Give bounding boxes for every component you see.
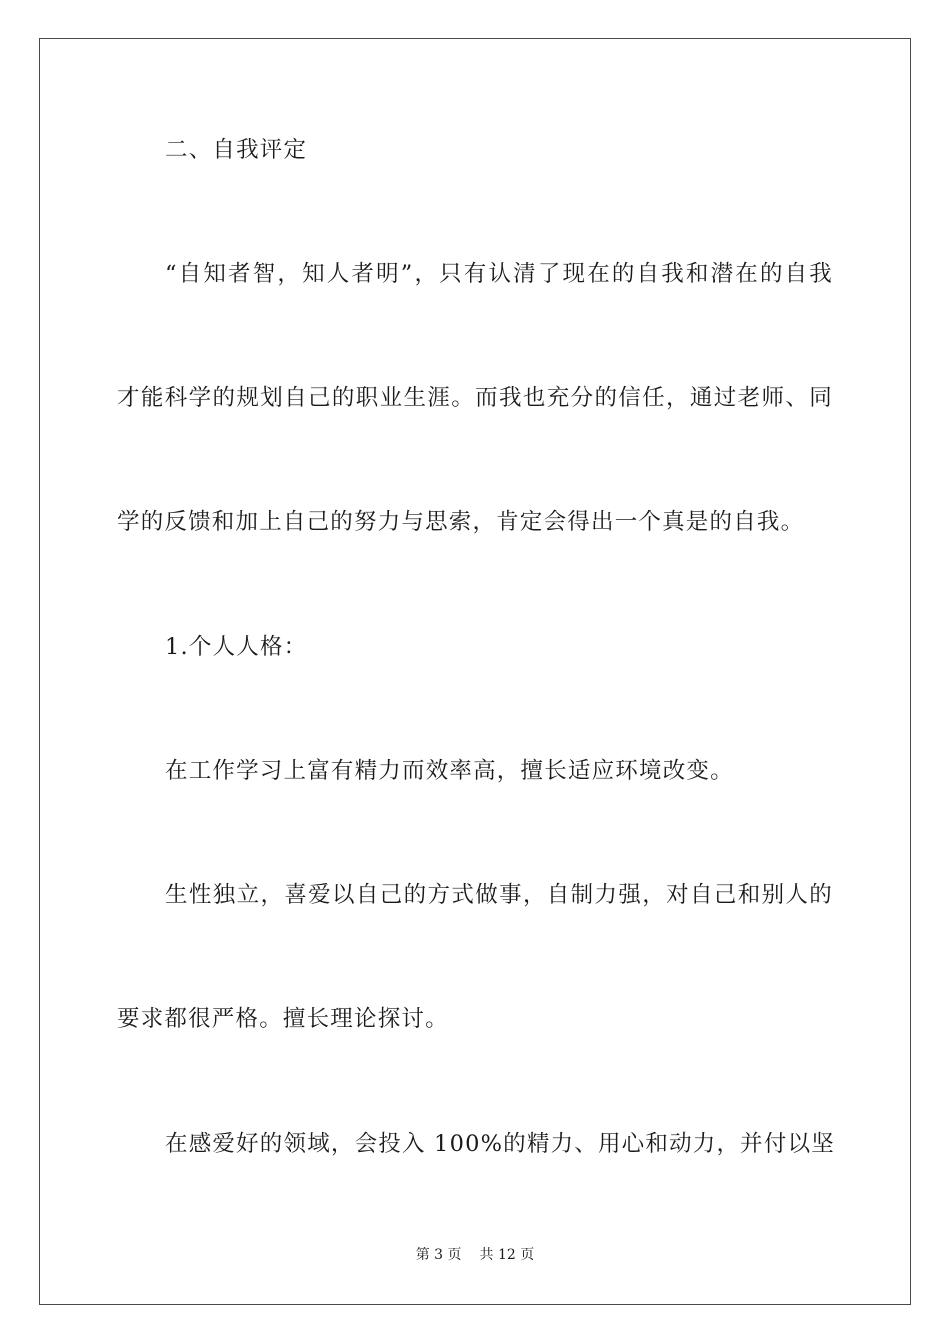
paragraph-line: 生性独立，喜爱以自己的方式做事，自制力强，对自己和别人的: [165, 882, 833, 908]
subheading: 1.个人人格：: [165, 634, 308, 660]
page-number: 第 3 页: [415, 1247, 462, 1263]
paragraph-line: 在工作学习上富有精力而效率高，擅长适应环境改变。: [165, 758, 734, 784]
paragraph-line: 才能科学的规划自己的职业生涯。而我也充分的信任，通过老师、同: [117, 385, 833, 411]
page-frame: [39, 38, 911, 1305]
page-total: 共 12 页: [479, 1247, 535, 1263]
paragraph-line: 在感爱好的领域，会投入 100%的精力、用心和动力，并付以坚: [165, 1131, 835, 1157]
paragraph-line: “自知者智，知人者明”，只有认清了现在的自我和潜在的自我: [165, 261, 833, 287]
paragraph-line: 学的反馈和加上自己的努力与思索，肯定会得出一个真是的自我。: [117, 509, 805, 535]
paragraph-line: 要求都很严格。擅长理论探讨。: [117, 1006, 449, 1032]
section-heading: 二、自我评定: [165, 137, 308, 163]
page-footer: [0, 1246, 950, 1264]
